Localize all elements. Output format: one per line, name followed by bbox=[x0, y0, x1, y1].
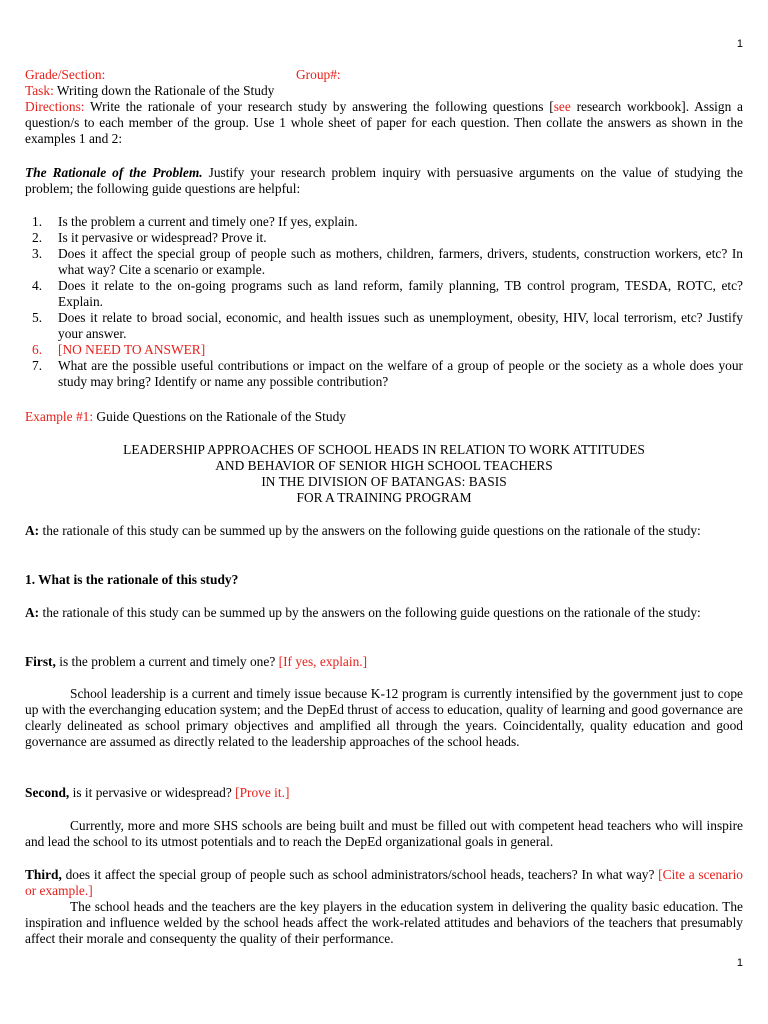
directions-text-a: Write the rationale of your research study by answering the following questions [ bbox=[84, 99, 554, 114]
directions-text-b: research workbook]. Assign a question/s to each member of the group. Use 1 whole sheet of paper for each question. Then collate the answers as shown in the examples 1 and 2: bbox=[25, 99, 744, 146]
page-number-top: 1 bbox=[736, 38, 743, 50]
task-line bbox=[25, 83, 743, 99]
second-hint: [Prove it.] bbox=[235, 785, 290, 800]
first-question: First, is the problem a current and timely one? [If yes, explain.] bbox=[25, 654, 368, 669]
list-item: 7. What are the possible useful contributions or impact on the welfare of a group of people or the society as a whole does your study may bring? Identify or name any possible contribution? bbox=[32, 358, 743, 389]
list-item: 2. Is it pervasive or widespread? Prove it. bbox=[32, 230, 267, 245]
rationale-paragraph bbox=[25, 165, 743, 197]
task-text: Writing down the Rationale of the Study bbox=[53, 83, 275, 98]
example-label: Example #1: bbox=[25, 409, 94, 424]
study-title-line: FOR A TRAINING PROGRAM bbox=[296, 490, 472, 505]
grade-section-label: Grade/Section: bbox=[25, 67, 106, 82]
answer-label: A: bbox=[25, 523, 40, 538]
list-item: 1. Is the problem a current and timely one? If yes, explain. bbox=[32, 214, 358, 229]
second-answer-paragraph: Currently, more and more SHS schools are being built and must be filled out with competent head teachers who will inspire and lead the school to its utmost potentials and to reach the DepEd organizational goals in general. bbox=[25, 818, 743, 849]
example-heading bbox=[25, 409, 346, 425]
study-title-line: AND BEHAVIOR OF SENIOR HIGH SCHOOL TEACHERS bbox=[215, 458, 553, 473]
answer-paragraph: A: the rationale of this study can be summed up by the answers on the following guide questions on the rationale of the study: bbox=[25, 605, 701, 620]
page-number-bottom: 1 bbox=[736, 957, 743, 969]
study-title bbox=[25, 442, 743, 506]
third-hint: [Cite a scenario or example.] bbox=[25, 867, 743, 898]
study-title-line: LEADERSHIP APPROACHES OF SCHOOL HEADS IN RELATION TO WORK ATTITUDES bbox=[123, 442, 645, 457]
directions-label: Directions: bbox=[25, 99, 85, 114]
question-1-heading: 1. What is the rationale of this study? bbox=[25, 572, 239, 587]
first-answer-paragraph: School leadership is a current and timely issue because K-12 program is currently intensified by the government just to cope up with the everchanging education system; and the DepEd thrust of access to education, quality of learning and good governance are clearly delineated as school primary objectives and amplified all through the years. Coincidentally, quality education and good governance are assumed as directly related to the leadership approaches of the school heads. bbox=[25, 686, 743, 749]
list-item: 4. Does it relate to the on-going programs such as land reform, family planning, TB control program, TESDA, ROTC, etc? Explain. bbox=[32, 278, 743, 309]
rationale-text: Justify your research problem inquiry with persuasive arguments on the value of studying the problem; the following guide questions are helpful: bbox=[25, 165, 743, 196]
answer-label: A: bbox=[25, 605, 40, 620]
group-label: Group#: bbox=[296, 67, 341, 82]
second-question: Second, is it pervasive or widespread? [Prove it.] bbox=[25, 785, 290, 800]
rationale-title: The Rationale of the Problem. bbox=[25, 165, 203, 180]
first-hint: [If yes, explain.] bbox=[278, 654, 368, 669]
task-label: Task: bbox=[25, 83, 54, 98]
list-item: 5. Does it relate to broad social, economic, and health issues such as unemployment, obesity, HIV, local terrorism, etc? Justify your answer. bbox=[32, 310, 743, 341]
example-text: Guide Questions on the Rationale of the Study bbox=[93, 409, 346, 424]
list-item: 3. Does it affect the special group of people such as mothers, children, farmers, drivers, students, construction workers, etc? In what way? Cite a scenario or example. bbox=[32, 246, 743, 277]
guide-questions-list bbox=[25, 214, 743, 390]
third-answer-paragraph: The school heads and the teachers are the key players in the education system in delivering the quality basic education. The inspiration and influence welded by the school heads affect the work-related attitudes and behaviors of the teachers that presumably affect their morale and consequenty the quality of their performance. bbox=[25, 899, 743, 946]
list-item-no-answer: 6. [NO NEED TO ANSWER] bbox=[32, 342, 206, 357]
header-block bbox=[25, 67, 743, 147]
answer-paragraph: A: the rationale of this study can be summed up by the answers on the following guide questions on the rationale of the study: bbox=[25, 523, 701, 538]
study-title-line: IN THE DIVISION OF BATANGAS: BASIS bbox=[261, 474, 507, 489]
third-question: Third, does it affect the special group of people such as school administrators/school heads, teachers? In what way? [Cite a scenario or example.] bbox=[25, 867, 743, 898]
directions-paragraph bbox=[25, 99, 743, 147]
directions-see: see bbox=[553, 99, 571, 114]
